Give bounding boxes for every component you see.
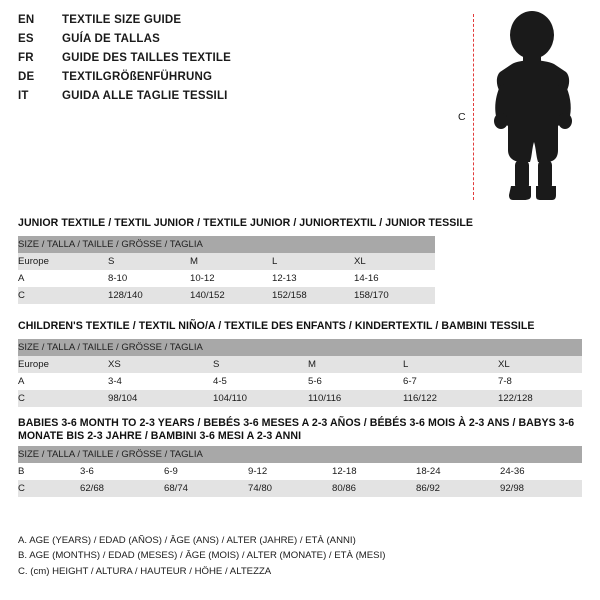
table-row (18, 270, 435, 287)
cell-value: 74/80 (248, 480, 332, 497)
header-title-fr: GUIDE DES TAILLES TEXTILE (62, 52, 231, 64)
header-title-de: TEXTILGRÖßENFÜHRUNG (62, 71, 213, 83)
cell-value: 14-16 (354, 270, 435, 287)
cell-value: 9-12 (248, 463, 332, 480)
row-label-a: A (18, 373, 108, 390)
table-row (18, 236, 435, 253)
cell-value: 12-18 (332, 463, 416, 480)
table-row (18, 463, 582, 480)
cell-value: 6-7 (403, 373, 498, 390)
cell-value: 98/104 (108, 390, 213, 407)
footnote-c: C. (cm) HEIGHT / ALTURA / HAUTEUR / HÖHE / ALTEZZA (18, 565, 272, 577)
table-row (18, 480, 582, 497)
cell-value: 8-10 (108, 270, 190, 287)
table-row (18, 373, 582, 390)
table-row (18, 390, 582, 407)
cell-value: 12-13 (272, 270, 354, 287)
language-code-de: DE (18, 71, 35, 83)
column-header-xl: XL (498, 356, 582, 373)
row-label-c: C (18, 287, 108, 304)
column-header-xs: XS (108, 356, 213, 373)
row-label-c: C (18, 390, 108, 407)
table-row (18, 287, 435, 304)
table-babies (18, 446, 582, 497)
column-header-l: L (403, 356, 498, 373)
row-label-c: C (18, 480, 80, 497)
cell-value: 3-4 (108, 373, 213, 390)
cell-value: 110/116 (308, 390, 403, 407)
cell-value: 4-5 (213, 373, 308, 390)
cell-value: 92/98 (500, 480, 582, 497)
column-header-m: M (190, 253, 272, 270)
column-header-m: M (308, 356, 403, 373)
header-row-it (18, 90, 438, 109)
size-header-label-children: SIZE / TALLA / TAILLE / GRÖSSE / TAGLIA (18, 339, 582, 356)
table-row (18, 356, 582, 373)
footnote-a: A. AGE (YEARS) / EDAD (AÑOS) / ÂGE (ANS) / ALTER (JAHRE) / ETÀ (ANNI) (18, 535, 356, 546)
cell-value: 140/152 (190, 287, 272, 304)
cell-value: 3-6 (80, 463, 164, 480)
header-row-fr (18, 52, 438, 71)
footnote-b: B. AGE (MONTHS) / EDAD (MESES) / ÂGE (MOIS) / ALTER (MONATE) / ETÀ (MESI) (18, 550, 386, 562)
cell-value: 18-24 (416, 463, 500, 480)
cell-value: 24-36 (500, 463, 582, 480)
height-guide-line (473, 14, 474, 200)
cell-value: 10-12 (190, 270, 272, 287)
cell-value: 158/170 (354, 287, 435, 304)
cell-value: 62/68 (80, 480, 164, 497)
cell-value: 86/92 (416, 480, 500, 497)
language-code-it: IT (18, 90, 29, 102)
column-header-xl: XL (354, 253, 435, 270)
section-title-junior: JUNIOR TEXTILE / TEXTIL JUNIOR / TEXTILE JUNIOR / JUNIORTEXTIL / JUNIOR TESSILE (18, 217, 474, 229)
language-code-es: ES (18, 33, 34, 45)
column-header-europe: Europe (18, 253, 108, 270)
section-title-children: CHILDREN'S TEXTILE / TEXTIL NIÑO/A / TEXTILE DES ENFANTS / KINDERTEXTIL / BAMBINI TESSILE (18, 320, 535, 332)
measurement-figure (446, 6, 592, 202)
cell-value: 104/110 (213, 390, 308, 407)
header-title-en: TEXTILE SIZE GUIDE (62, 14, 182, 26)
column-header-europe: Europe (18, 356, 108, 373)
table-children (18, 339, 582, 407)
child-silhouette-icon (482, 10, 586, 200)
cell-value: 122/128 (498, 390, 582, 407)
row-label-a: A (18, 270, 108, 287)
footnotes (18, 533, 385, 579)
language-code-fr: FR (18, 52, 34, 64)
header-title-it: GUIDA ALLE TAGLIE TESSILI (62, 90, 228, 102)
section-title-babies: BABIES 3-6 MONTH TO 2-3 YEARS / BEBÉS 3-6 MESES A 2-3 AÑOS / BÉBÉS 3-6 MOIS À 2-3 ANS / BABYS 3-6 MONATE BIS 2-3 JAHRE / BAMBINI 3-6 MESI A 2-3 ANNI (18, 417, 575, 443)
table-junior (18, 236, 435, 304)
column-header-l: L (272, 253, 354, 270)
cell-value: 6-9 (164, 463, 248, 480)
size-header-label-junior: SIZE / TALLA / TAILLE / GRÖSSE / TAGLIA (18, 236, 435, 253)
header-row-es (18, 33, 438, 52)
table-row (18, 446, 582, 463)
cell-value: 116/122 (403, 390, 498, 407)
cell-value: 80/86 (332, 480, 416, 497)
header-title-es: GUÍA DE TALLAS (62, 33, 160, 45)
size-header-label-babies: SIZE / TALLA / TAILLE / GRÖSSE / TAGLIA (18, 446, 582, 463)
row-label-b: B (18, 463, 80, 480)
column-header-s: S (108, 253, 190, 270)
language-header (18, 14, 438, 109)
cell-value: 68/74 (164, 480, 248, 497)
header-row-en (18, 14, 438, 33)
height-measure-label: C (458, 111, 466, 123)
column-header-s: S (213, 356, 308, 373)
header-row-de (18, 71, 438, 90)
cell-value: 128/140 (108, 287, 190, 304)
table-row (18, 339, 582, 356)
table-row (18, 253, 435, 270)
cell-value: 7-8 (498, 373, 582, 390)
language-code-en: EN (18, 14, 35, 26)
cell-value: 5-6 (308, 373, 403, 390)
cell-value: 152/158 (272, 287, 354, 304)
